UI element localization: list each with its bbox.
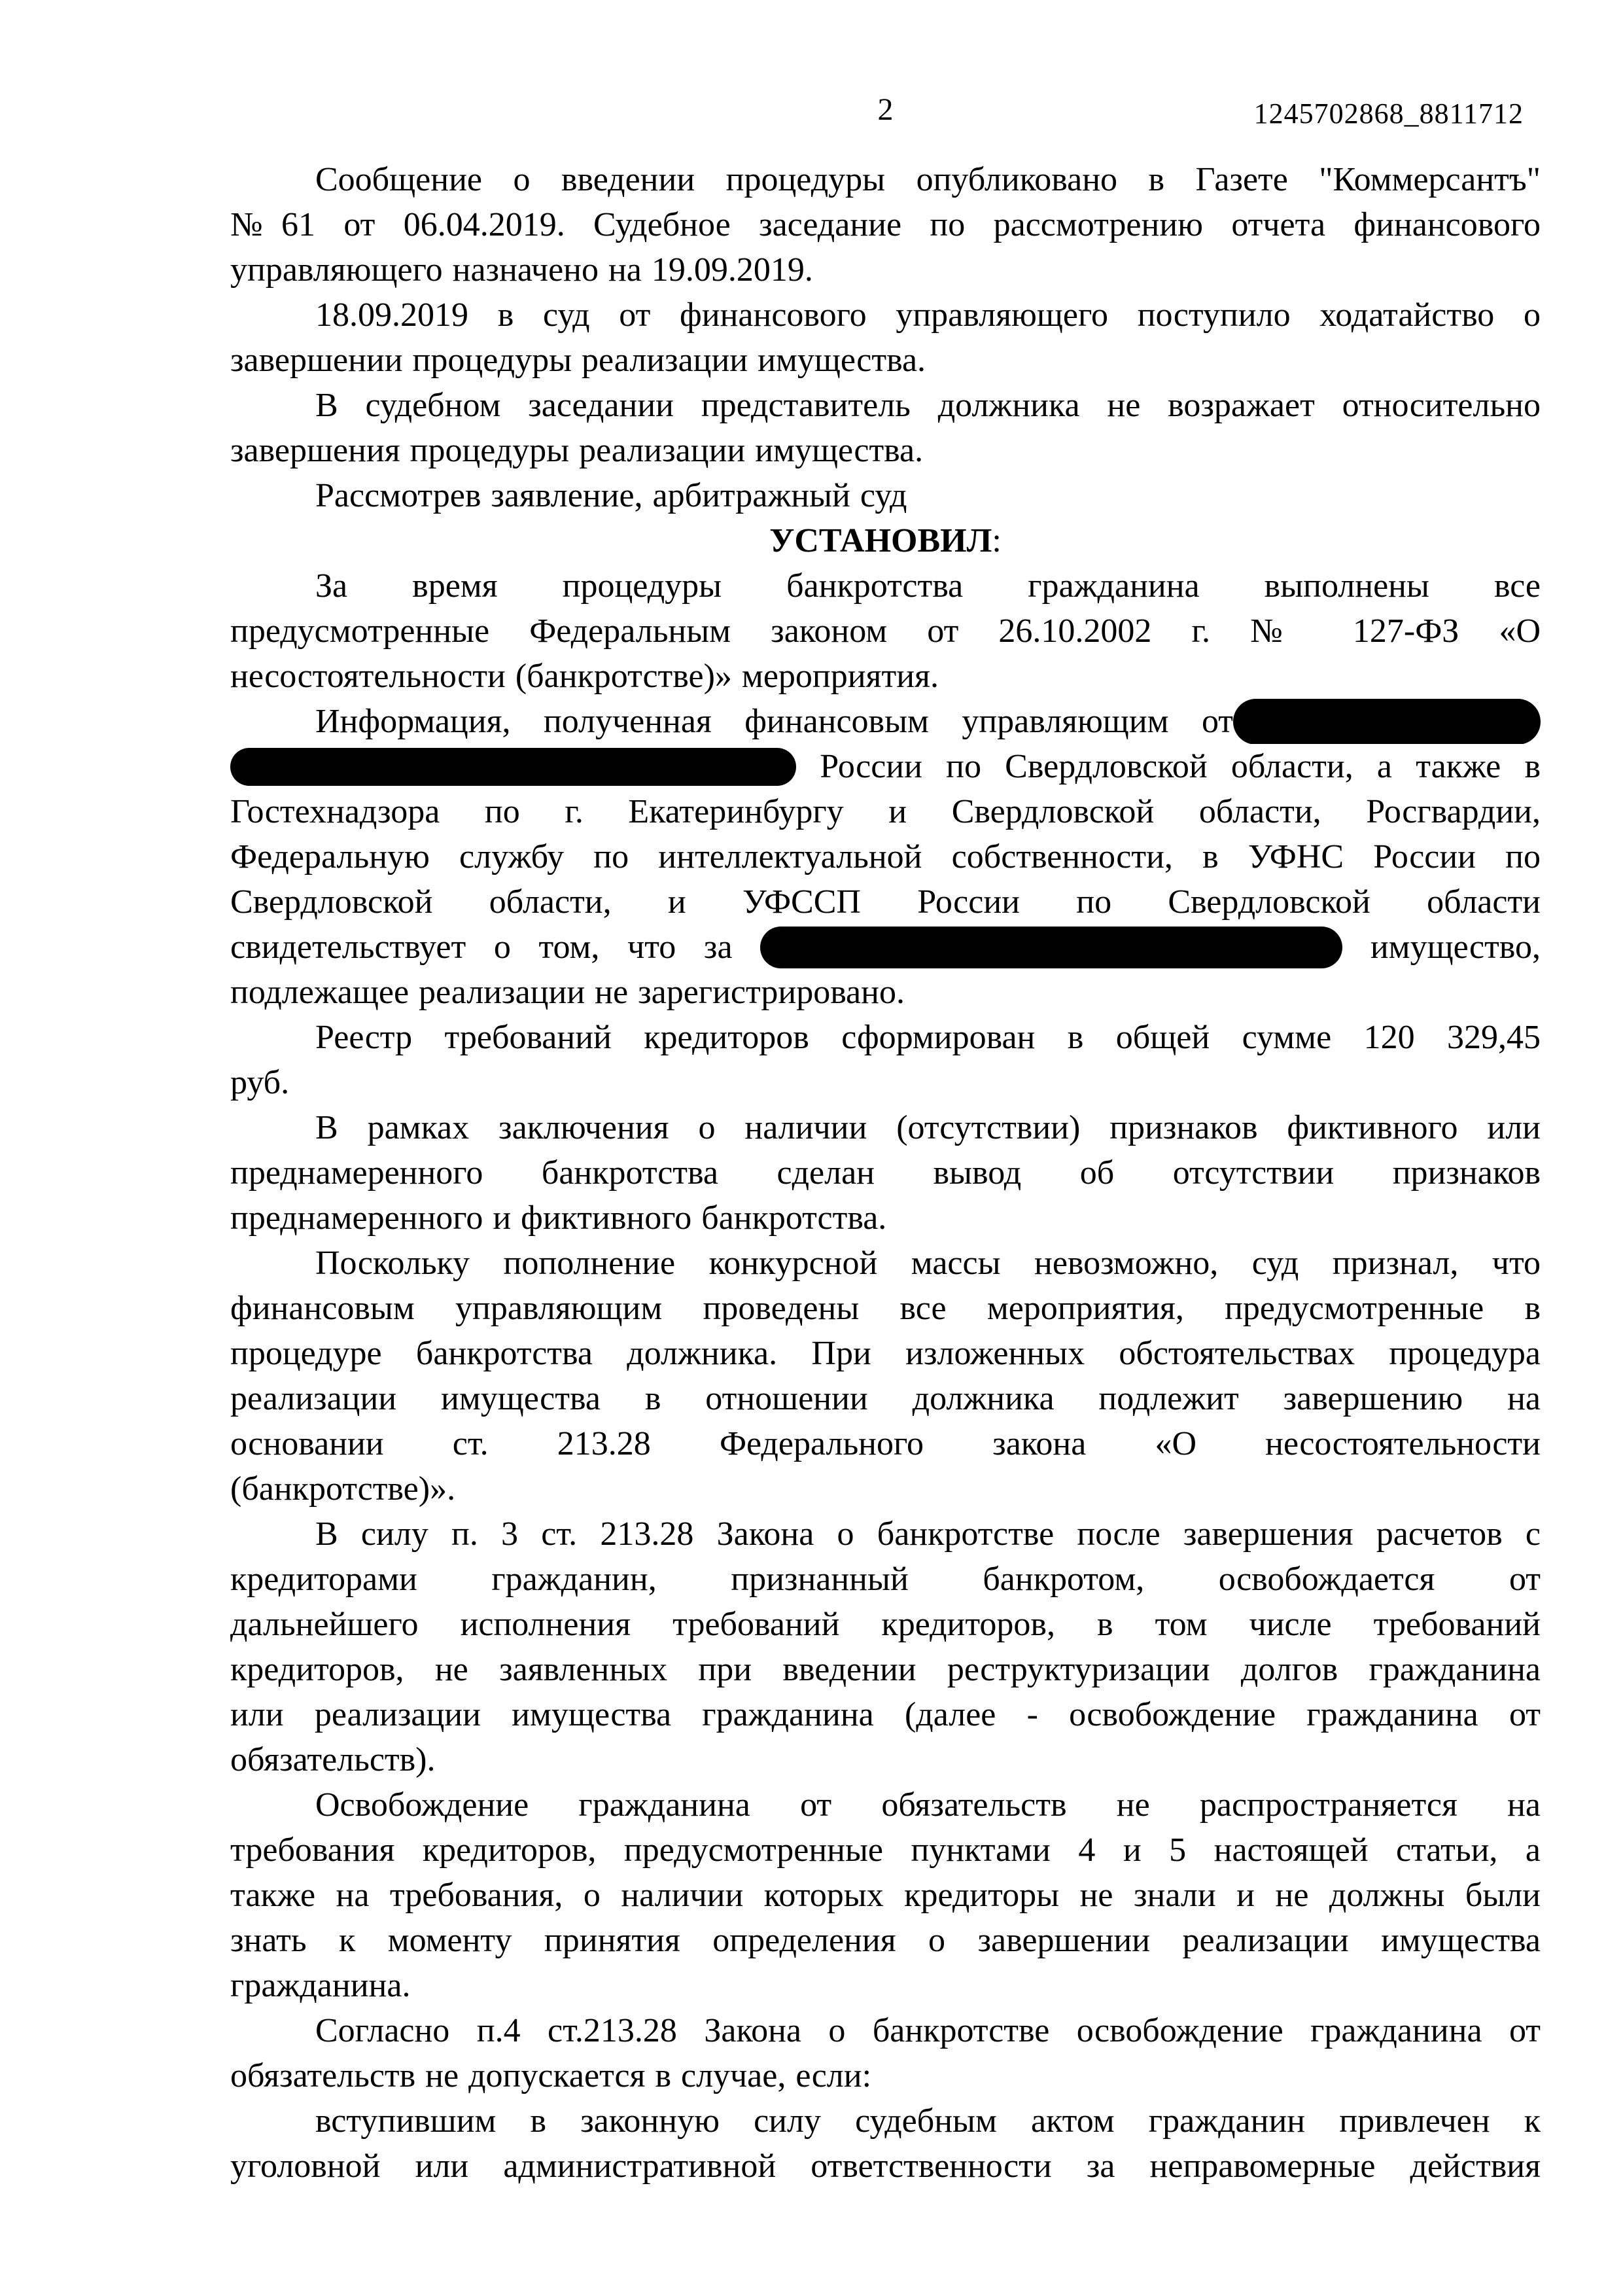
text-line (230, 1511, 1541, 1557)
text-line (230, 1466, 1541, 1511)
text-line (230, 1737, 1541, 1782)
text-line (230, 1105, 1541, 1150)
text-line (230, 1647, 1541, 1692)
text-segment: реализации имущества в отношении должника подлежит завершению на (230, 1380, 1541, 1417)
text-line (230, 247, 1541, 292)
text-segment: кредиторами гражданин, признанный банкротом, освобождается от (230, 1561, 1541, 1598)
text-segment: Поскольку пополнение конкурсной массы невозможно, суд признал, что (315, 1245, 1541, 1282)
text-segment: №61 от 06.04.2019. Судебное заседание по рассмотрению отчета финансового (230, 206, 1541, 243)
text-line (230, 2008, 1541, 2053)
text-line (230, 1873, 1541, 1918)
text-line (230, 654, 1541, 699)
text-segment: Освобождение гражданина от обязательств не распространяется на (315, 1786, 1541, 1824)
text-line (230, 1150, 1541, 1195)
text-segment: дальнейшего исполнения требований кредиторов, в том числе требований (230, 1606, 1541, 1643)
text-segment: требования кредиторов, предусмотренные пунктами 4 и 5 настоящей статьи, а (230, 1831, 1541, 1869)
text-segment: В судебном заседании представитель должника не возражает относительно (315, 387, 1541, 424)
text-line (230, 2144, 1541, 2189)
text-line (230, 338, 1541, 383)
text-segment: завершения процедуры реализации имущества. (230, 432, 924, 469)
text-line (230, 2053, 1541, 2098)
document-id: 1245702868_8811712 (1253, 97, 1524, 130)
text-segment: преднамеренного и фиктивного банкротства. (230, 1199, 887, 1237)
text-segment: процедуре банкротства должника. При изложенных обстоятельствах процедура (230, 1335, 1541, 1372)
text-segment: Свердловской области, и УФССП России по Свердловской области (230, 883, 1541, 921)
text-segment: обязательств). (230, 1741, 436, 1778)
text-line (230, 2098, 1541, 2144)
text-segment: За время процедуры банкротства гражданина выполнены все (315, 567, 1541, 605)
text-line (230, 383, 1541, 428)
document-body (230, 157, 1541, 2189)
text-segment: 18.09.2019 в суд от финансового управляющего поступило ходатайство о (315, 296, 1541, 334)
text-segment: (банкротстве)». (230, 1470, 456, 1508)
text-line (230, 1963, 1541, 2008)
text-segment: Информация, полученная финансовым управляющим от (315, 703, 1233, 740)
text-segment: знать к моменту принятия определения о завершении реализации имущества (230, 1922, 1541, 1959)
text-segment: В силу п. 3 ст. 213.28 Закона о банкротстве после завершения расчетов с (315, 1515, 1541, 1553)
text-segment: основании ст. 213.28 Федерального закона «О несостоятельности (230, 1425, 1541, 1462)
text-line (230, 744, 1541, 789)
text-line (230, 473, 1541, 518)
text-line (230, 1241, 1541, 1286)
text-segment: управляющего назначено на 19.09.2019. (230, 251, 813, 289)
text-segment: руб. (230, 1064, 290, 1101)
text-segment: или реализации имущества гражданина (далее - освобождение гражданина от (230, 1696, 1541, 1733)
text-segment: В рамках заключения о наличии (отсутствии) признаков фиктивного или (315, 1109, 1541, 1146)
text-line (230, 789, 1541, 834)
text-segment: гражданина. (230, 1967, 411, 2004)
text-segment: Гостехнадзора по г. Екатеринбургу и Свердловской области, Росгвардии, (230, 793, 1541, 830)
text-line (230, 1331, 1541, 1376)
text-line (230, 609, 1541, 654)
text-segment: завершении процедуры реализации имущества. (230, 342, 926, 379)
heading-line (230, 518, 1541, 563)
text-segment: Рассмотрев заявление, арбитражный суд (315, 477, 907, 514)
text-segment: обязательств не допускается в случае, если: (230, 2057, 872, 2094)
text-line (230, 970, 1541, 1015)
text-line (230, 292, 1541, 338)
text-line (230, 1602, 1541, 1647)
text-segment: свидетельствует о том, что за (230, 928, 761, 966)
text-segment: также на требования, о наличии которых кредиторы не знали и не должны были (230, 1877, 1541, 1914)
text-segment: подлежащее реализации не зарегистрировано. (230, 974, 905, 1011)
text-line (230, 699, 1541, 744)
text-segment: УСТАНОВИЛ (769, 522, 992, 559)
text-segment: Федеральную службу по интеллектуальной собственности, в УФНС России по (230, 838, 1541, 875)
text-line (230, 1692, 1541, 1737)
text-line (230, 925, 1541, 970)
text-segment: имущество, (1342, 928, 1541, 966)
text-line (230, 1376, 1541, 1421)
text-line (230, 1828, 1541, 1873)
text-line (230, 1557, 1541, 1602)
text-line (230, 1421, 1541, 1466)
text-segment: : (992, 522, 1002, 559)
text-line (230, 1015, 1541, 1060)
text-segment: предусмотренные Федеральным законом от 26.10.2002 г. № 127-ФЗ «О (230, 612, 1541, 650)
text-segment: Согласно п.4 ст.213.28 Закона о банкротстве освобождение гражданина от (315, 2012, 1541, 2049)
redaction-bar (1233, 699, 1541, 744)
text-line (230, 1918, 1541, 1963)
text-line (230, 157, 1541, 202)
text-line (230, 834, 1541, 879)
text-segment: Реестр требований кредиторов сформирован в общей сумме 120 329,45 (315, 1019, 1541, 1056)
text-segment: преднамеренного банкротства сделан вывод об отсутствии признаков (230, 1154, 1541, 1192)
text-line (230, 1782, 1541, 1828)
text-line (230, 563, 1541, 609)
text-segment: уголовной или административной ответственности за неправомерные действия (230, 2147, 1541, 2185)
text-segment: кредиторов, не заявленных при введении реструктуризации долгов гражданина (230, 1651, 1541, 1688)
text-line (230, 879, 1541, 925)
text-segment: финансовым управляющим проведены все мероприятия, предусмотренные в (230, 1290, 1541, 1327)
text-line (230, 1060, 1541, 1105)
redaction-bar (230, 748, 796, 786)
redaction-bar (760, 927, 1342, 968)
text-segment: Сообщение о введении процедуры опубликовано в Газете "Коммерсантъ" (315, 161, 1541, 198)
page-number: 2 (877, 92, 894, 127)
text-segment: несостоятельности (банкротстве)» мероприятия. (230, 658, 939, 695)
text-line (230, 428, 1541, 473)
text-segment: вступившим в законную силу судебным актом гражданин привлечен к (315, 2102, 1541, 2140)
text-line (230, 1195, 1541, 1241)
text-line (230, 202, 1541, 247)
text-segment: России по Свердловской области, а также в (796, 748, 1541, 785)
text-line (230, 1286, 1541, 1331)
